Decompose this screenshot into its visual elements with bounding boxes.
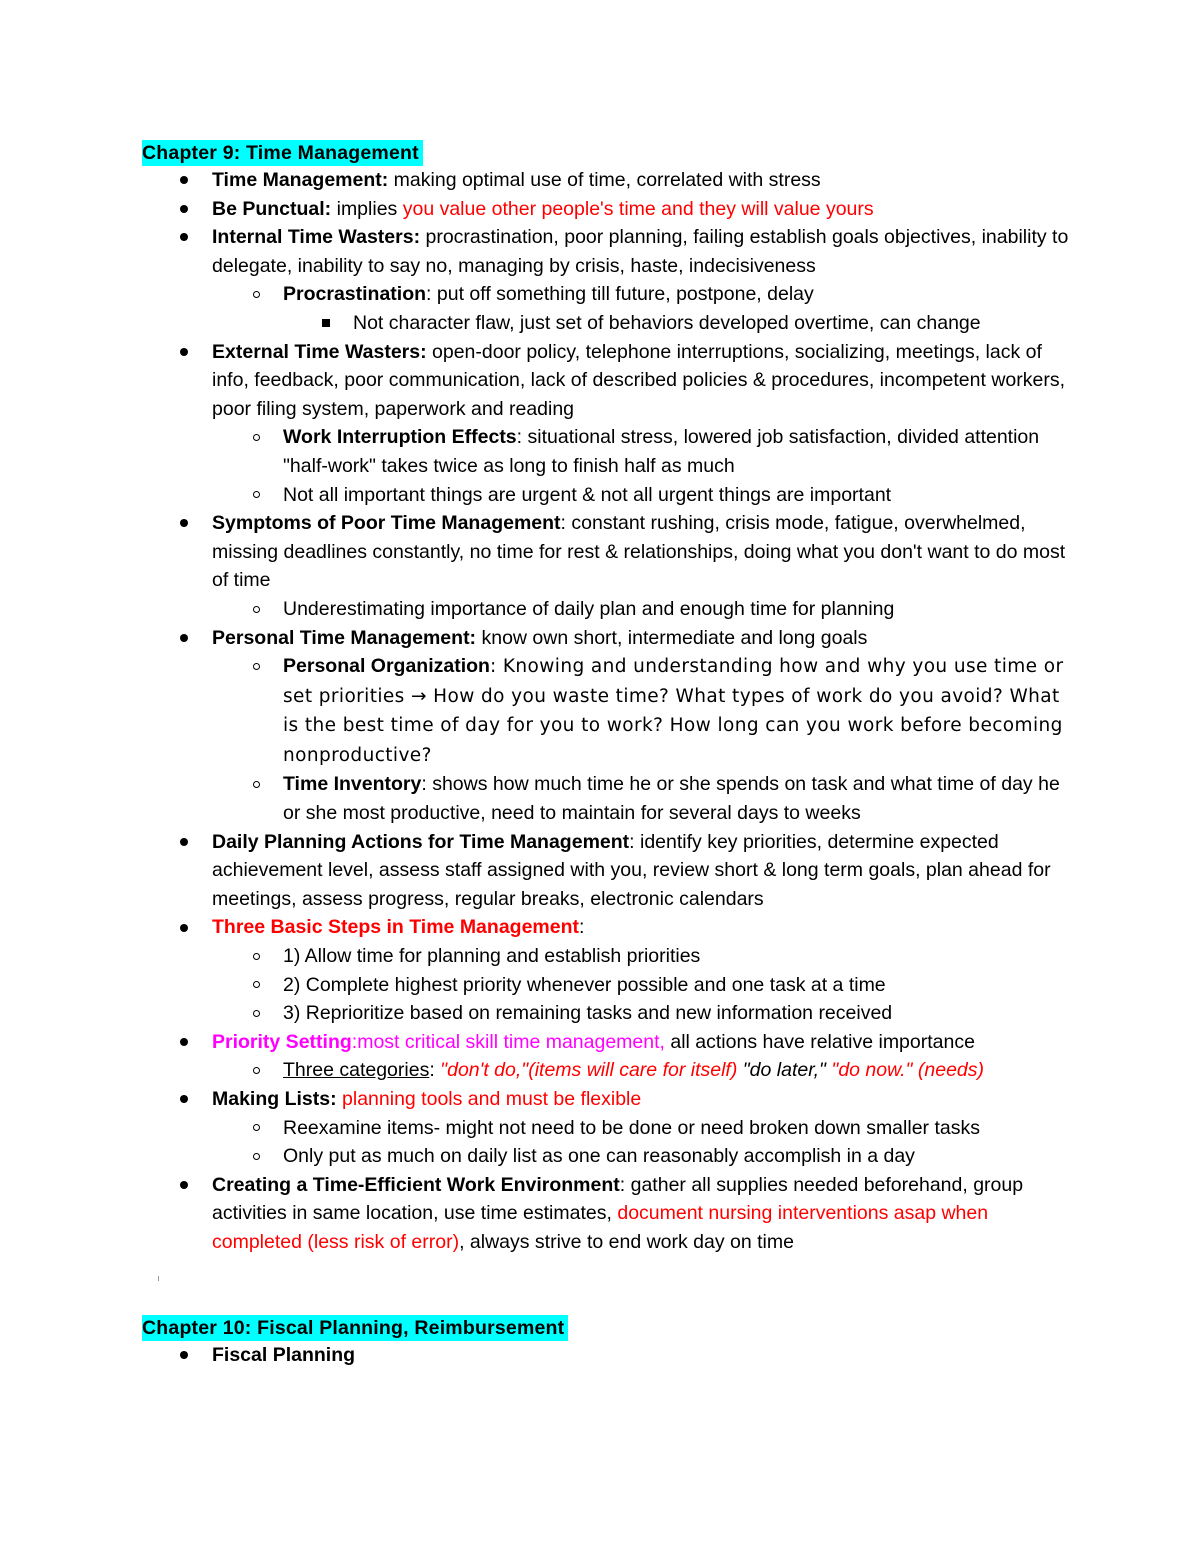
bullet-icon — [174, 624, 194, 653]
list-item: 3) Reprioritize based on remaining tasks and new information received — [142, 999, 1072, 1028]
circle-bullet-icon — [246, 481, 266, 510]
list-item: Personal Time Management: know own short, intermediate and long goals — [142, 624, 1072, 653]
list-item: Time Inventory: shows how much time he or she spends on task and what time of day he or she most productive, need to maintain for several days to weeks — [142, 770, 1072, 827]
list-item: Daily Planning Actions for Time Management: identify key priorities, determine expected achievement level, assess staff assigned with you, review short & long term goals, plan ahead for meetings, assess progress, regular breaks, electronic calendars — [142, 828, 1072, 914]
circle-bullet-icon — [246, 942, 266, 971]
circle-bullet-icon — [246, 280, 266, 309]
circle-bullet-icon — [246, 652, 266, 681]
circle-bullet-icon — [246, 1142, 266, 1171]
bullet-icon — [174, 1028, 194, 1057]
bullet-icon — [174, 828, 194, 857]
list-item: Symptoms of Poor Time Management: constant rushing, crisis mode, fatigue, overwhelmed, missing deadlines constantly, no time for rest & relationships, doing what you don't want to do most of time — [142, 509, 1072, 595]
document-page — [142, 140, 1072, 1369]
list-item: Making Lists: planning tools and must be flexible — [142, 1085, 1072, 1114]
list-item: Time Management: making optimal use of time, correlated with stress — [142, 166, 1072, 195]
list-item: Not all important things are urgent & not all urgent things are important — [142, 481, 1072, 510]
circle-bullet-icon — [246, 1056, 266, 1085]
list-item: Three categories: "don't do,"(items will care for itself) "do later," "do now." (needs) — [142, 1056, 1072, 1085]
list-item: Personal Organization: Knowing and understanding how and why you use time or set priorities → How do you waste time? What types of work do you avoid? What is the best time of day for you to work? How long can you work before becoming nonproductive? — [142, 652, 1072, 770]
bullet-icon — [174, 1171, 194, 1200]
circle-bullet-icon — [246, 999, 266, 1028]
circle-bullet-icon — [246, 1114, 266, 1143]
list-item: Priority Setting:most critical skill time management, all actions have relative importance — [142, 1028, 1072, 1057]
bullet-icon — [174, 195, 194, 224]
list-item: Internal Time Wasters: procrastination, poor planning, failing establish goals objectives, inability to delegate, inability to say no, managing by crisis, haste, indecisiveness — [142, 223, 1072, 280]
chapter-9-heading: Chapter 9: Time Management — [142, 140, 423, 166]
bullet-icon — [174, 1341, 194, 1370]
list-item: External Time Wasters: open-door policy, telephone interruptions, socializing, meetings, lack of info, feedback, poor communication, lack of described policies & procedures, incompetent workers, poor filing system, paperwork and reading — [142, 338, 1072, 424]
list-item: Procrastination: put off something till future, postpone, delay — [142, 280, 1072, 309]
circle-bullet-icon — [246, 971, 266, 1000]
list-item: Work Interruption Effects: situational stress, lowered job satisfaction, divided attention "half-work" takes twice as long to finish half as much — [142, 423, 1072, 480]
stray-mark — [158, 1276, 159, 1281]
circle-bullet-icon — [246, 595, 266, 624]
bullet-icon — [174, 223, 194, 252]
list-item: Three Basic Steps in Time Management: — [142, 913, 1072, 942]
bullet-icon — [174, 1085, 194, 1114]
list-item: Underestimating importance of daily plan and enough time for planning — [142, 595, 1072, 624]
list-item: 1) Allow time for planning and establish priorities — [142, 942, 1072, 971]
list-item: Fiscal Planning — [142, 1341, 1072, 1370]
chapter-10-heading: Chapter 10: Fiscal Planning, Reimbursement — [142, 1315, 568, 1341]
circle-bullet-icon — [246, 770, 266, 799]
chapter-10-list — [142, 1341, 1072, 1370]
list-item: Not character flaw, just set of behaviors developed overtime, can change — [142, 309, 1072, 338]
chapter-9-list — [142, 166, 1072, 1257]
list-item: Only put as much on daily list as one can reasonably accomplish in a day — [142, 1142, 1072, 1171]
list-item: Creating a Time-Efficient Work Environment: gather all supplies needed beforehand, group activities in same location, use time estimates, document nursing interventions asap when completed (less risk of error), always strive to end work day on time — [142, 1171, 1072, 1257]
bullet-icon — [174, 166, 194, 195]
bullet-icon — [174, 913, 194, 942]
bullet-icon — [174, 338, 194, 367]
list-item: Be Punctual: implies you value other people's time and they will value yours — [142, 195, 1072, 224]
list-item: 2) Complete highest priority whenever possible and one task at a time — [142, 971, 1072, 1000]
bullet-icon — [174, 509, 194, 538]
circle-bullet-icon — [246, 423, 266, 452]
square-bullet-icon — [316, 309, 336, 338]
list-item: Reexamine items- might not need to be done or need broken down smaller tasks — [142, 1114, 1072, 1143]
